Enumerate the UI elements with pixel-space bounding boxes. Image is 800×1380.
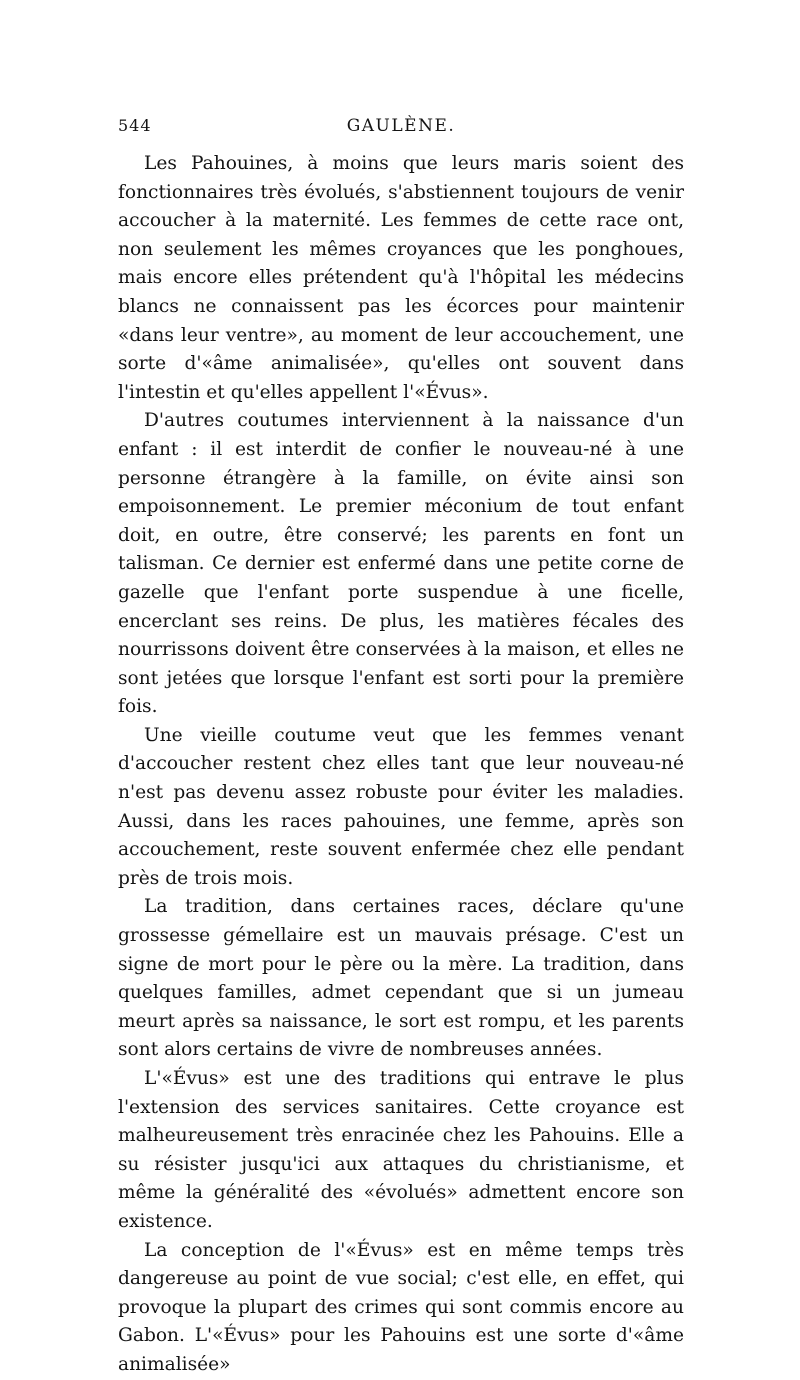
book-page: [118, 112, 684, 1380]
page-number: 544: [118, 116, 152, 135]
paragraph-evus-tradition: L'«Évus» est une des traditions qui entrave le plus l'extension des services sanitaires. Cette croyance est malheureusement très enracinée chez les Pahouins. Elle a su résister jusqu'ici aux attaques du christianisme, et même la généralité des «évolués» admettent encore son existence.: [118, 1068, 684, 1232]
paragraph-evus-conception: La conception de l'«Évus» est en même temps très dangereuse au point de vue social; c'est elle, en effet, qui provoque la plupart des crimes qui sont commis encore au Gabon. L'«Évus» pour les Pahouins est une sorte d'«âme animalisée»: [118, 1239, 684, 1375]
body-text: [118, 150, 684, 1380]
paragraph-birth-customs: D'autres coutumes interviennent à la naissance d'un enfant : il est interdit de confier le nouveau-né à une personne étrangère à la famille, on évite ainsi son empoisonnement. Le premier méconium de tout enfant doit, en outre, être conservé; les parents en font un talisman. Ce dernier est enfermé dans une petite corne de gazelle que l'enfant porte suspendue à une ficelle, encerclant ses reins. De plus, les matières fécales des nourrissons doivent être conservées à la maison, et elles ne sont jetées que lorsque l'enfant est sorti pour la première fois.: [118, 410, 684, 718]
paragraph-confinement: Une vieille coutume veut que les femmes venant d'accoucher restent chez elles tant que leur nouveau-né n'est pas devenu assez robuste pour éviter les maladies. Aussi, dans les races pahouines, une femme, après son accouchement, reste souvent enfermée chez elle pendant près de trois mois.: [118, 724, 684, 889]
running-title: GAULÈNE.: [346, 116, 456, 136]
paragraph-maternity: Les Pahouines, à moins que leurs maris soient des fonctionnaires très évolués, s'abstiennent toujours de venir accoucher à la maternité. Les femmes de cette race ont, non seulement les mêmes croyances que les ponghoues, mais encore elles prétendent qu'à l'hôpital les médecins blancs ne connaissent pas les écorces pour maintenir «dans leur ventre», au moment de leur accouchement, une sorte d'«âme animalisée», qu'elles ont souvent dans l'intestin et qu'elles appellent l'«Évus».: [118, 153, 684, 403]
paragraph-twins: La tradition, dans certaines races, déclare qu'une grossesse gémellaire est un mauvais présage. C'est un signe de mort pour le père ou la mère. La tradition, dans quelques familles, admet cependant que si un jumeau meurt après sa naissance, le sort est rompu, et les parents sont alors certains de vivre de nombreuses années.: [118, 896, 684, 1061]
running-head: [118, 112, 684, 142]
